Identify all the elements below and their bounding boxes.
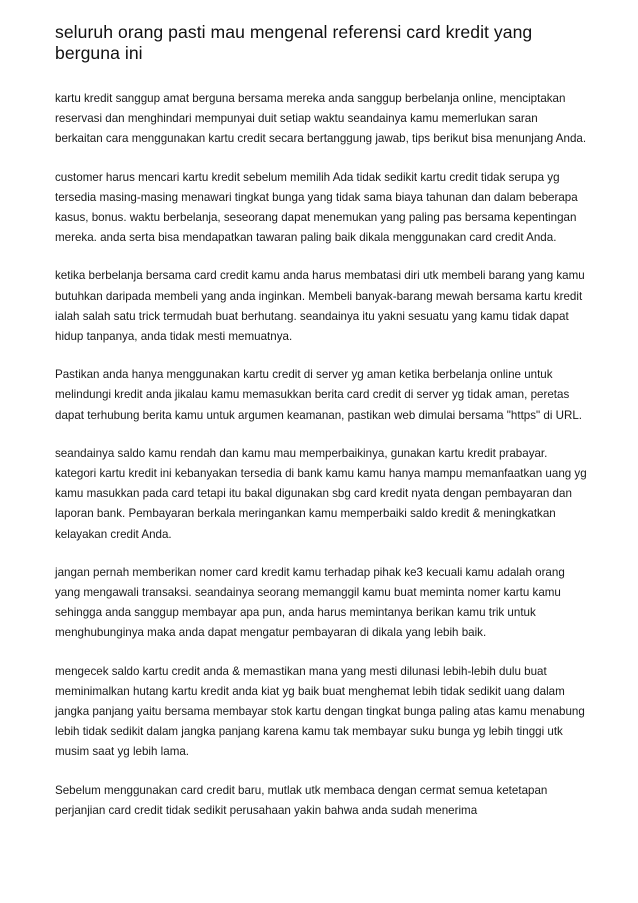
paragraph: ketika berbelanja bersama card credit kamu anda harus membatasi diri utk membeli barang yang kamu butuhkan daripada membeli yang anda inginkan. Membeli banyak-barang mewah bersama kartu kredit ialah salah satu trick termudah buat berhutang. seandainya itu yakni sesuatu yang kamu tidak dapat hidup tanpanya, anda tidak mesti memuatnya. xyxy=(55,269,585,344)
document-body xyxy=(55,89,587,821)
paragraph: jangan pernah memberikan nomer card kredit kamu terhadap pihak ke3 kecuali kamu adalah orang yang mengawali transaksi. seandainya seorang memanggil kamu buat meminta nomer kartu kamu sehingga anda sanggup membayar apa pun, anda harus memintanya berikan kamu trik untuk menghubunginya maka anda dapat mengatur pembayaran di dikala yang lebih baik. xyxy=(55,565,565,640)
document-content xyxy=(55,22,587,839)
paragraph: seandainya saldo kamu rendah dan kamu mau memperbaikinya, gunakan kartu kredit prabayar. kategori kartu kredit ini kebanyakan tersedia di bank kamu kamu hanya mampu memanfaatkan uang yg kamu masukkan pada card tetapi itu bakal digunakan sbg card kredit nyata dengan pembayaran dan laporan bank. Pembayaran berkala meringankan kamu memperbaiki saldo kredit & meningkatkan kelayakan credit Anda. xyxy=(55,446,587,541)
paragraph: customer harus mencari kartu kredit sebelum memilih Ada tidak sedikit kartu credit tidak serupa yg tersedia masing-masing menawari tingkat bunga yang tidak sama biaya tahunan dan dalam beberapa kasus, bonus. waktu berbelanja, seseorang dapat menemukan yang paling pas bersama kepentingan mereka. anda serta bisa mendapatkan tawaran paling baik dikala menggunakan card credit Anda. xyxy=(55,170,578,245)
paragraph: kartu kredit sanggup amat berguna bersama mereka anda sanggup berbelanja online, menciptakan reservasi dan menghindari mempunyai duit setiap waktu seandainya kamu memerlukan saran berkaitan cara menggunakan kartu credit secara bertanggung jawab, tips berikut bisa menunjang Anda. xyxy=(55,92,587,146)
paragraph: Sebelum menggunakan card credit baru, mutlak utk membaca dengan cermat semua ketetapan perjanjian card credit tidak sedikit perusahaan yakin bahwa anda sudah menerima xyxy=(55,783,548,817)
document-title: seluruh orang pasti mau mengenal referensi card kredit yang berguna ini xyxy=(55,22,533,63)
paragraph: Pastikan anda hanya menggunakan kartu credit di server yg aman ketika berbelanja online untuk melindungi kredit anda jikalau kamu memasukkan berita card credit di server yg tidak aman, peretas dapat terhubung berita kamu untuk argumen keamanan, pastikan web dimulai bersama "https" di URL. xyxy=(55,368,583,422)
paragraph: mengecek saldo kartu credit anda & memastikan mana yang mesti dilunasi lebih-lebih dulu buat meminimalkan hutang kartu kredit anda kiat yg baik buat menghemat lebih tidak sedikit uang dalam jangka panjang yaitu bersama membayar stok kartu dengan tingkat bunga paling atas kamu menabung lebih tidak sedikit dalam jangka panjang karena kamu tak membayar suku bunga yg lebih tinggi utk musim saat yg lebih lama. xyxy=(55,664,585,759)
